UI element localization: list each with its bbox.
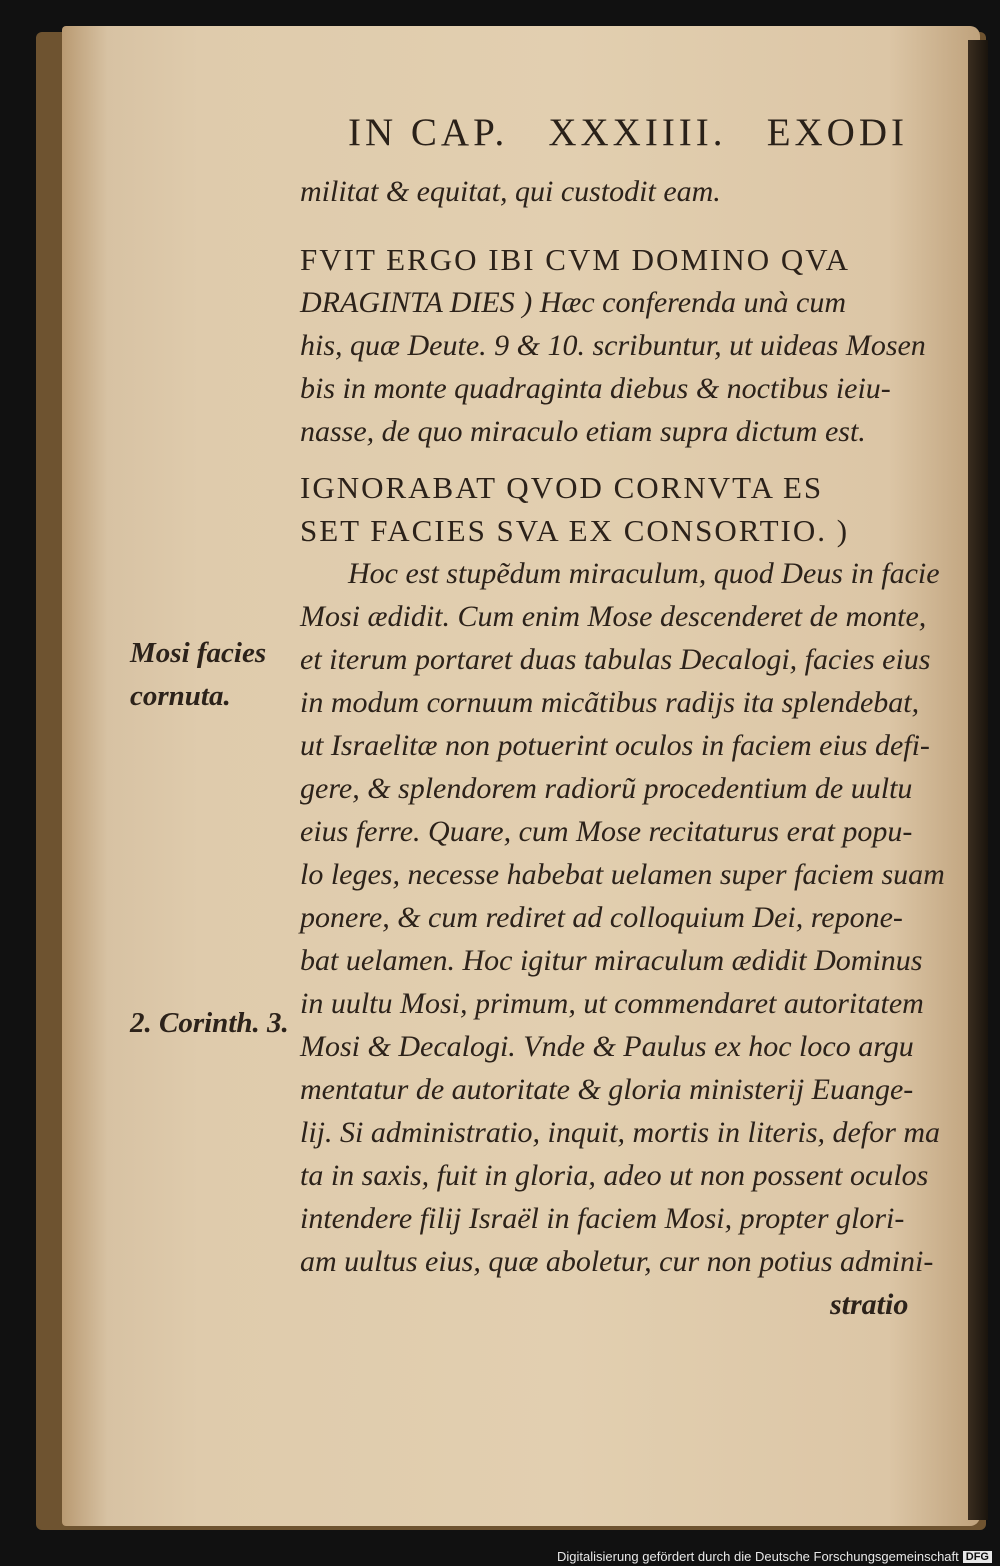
- text-line: lij. Si administratio, inquit, mortis in literis, defor ma: [300, 1116, 941, 1149]
- paragraph-2-heading: [300, 466, 935, 552]
- paragraph-2-body: [300, 552, 945, 1326]
- text-line: FVIT ERGO IBI CVM DOMINO QVA: [300, 242, 851, 277]
- text-line: et iterum portaret duas tabulas Decalogi, facies eius: [300, 643, 931, 676]
- running-header: [348, 110, 908, 155]
- text-line: Mosi ædidit. Cum enim Mose descenderet de monte,: [300, 600, 927, 633]
- header-right: EXODI: [766, 111, 908, 154]
- text-line: mentatur de autoritate & gloria ministerij Euange-: [300, 1073, 914, 1106]
- text-line: SET FACIES SVA EX CONSORTIO. ): [300, 513, 850, 548]
- margin-note-line: cornuta.: [130, 680, 231, 712]
- text-line: lo leges, necesse habebat uelamen super faciem suam: [300, 858, 945, 891]
- digitization-footer: [557, 1549, 992, 1564]
- text-line: nasse, de quo miraculo etiam supra dictum est.: [300, 415, 866, 448]
- text-line: gere, & splendorem radiorũ procedentium de uultu: [300, 772, 913, 805]
- text-line: in uultu Mosi, primum, ut commendaret autoritatem: [300, 987, 924, 1020]
- text-line: bis in monte quadraginta diebus & noctibus ieiu-: [300, 372, 891, 405]
- text-line: eius ferre. Quare, cum Mose recitaturus erat popu-: [300, 815, 913, 848]
- margin-note-1: [130, 632, 266, 718]
- header-middle: XXXIIII.: [548, 111, 727, 154]
- text-line: Hoc est stupẽdum miraculum, quod Deus in facie: [348, 557, 940, 590]
- margin-note-2: [130, 1002, 289, 1045]
- text-line: ponere, & cum rediret ad colloquium Dei, repone-: [300, 901, 903, 934]
- text-line: DRAGINTA DIES ) Hæc conferenda unà cum: [300, 286, 847, 319]
- footer-text: Digitalisierung gefördert durch die Deutsche Forschungsgemeinschaft: [556, 1549, 959, 1564]
- text-line: his, quæ Deute. 9 & 10. scribuntur, ut uideas Mosen: [300, 329, 926, 362]
- margin-note-line: 2. Corinth. 3.: [130, 1007, 289, 1039]
- text-line: Mosi & Decalogi. Vnde & Paulus ex hoc loco argu: [300, 1030, 914, 1063]
- text-line: ta in saxis, fuit in gloria, adeo ut non possent oculos: [300, 1159, 929, 1192]
- text-line: ut Israelitæ non potuerint oculos in faciem eius defi-: [300, 729, 930, 762]
- text-line: in modum cornuum micãtibus radijs ita splendebat,: [300, 686, 920, 719]
- paragraph-1: [300, 238, 935, 453]
- text-line: am uultus eius, quæ aboletur, cur non potius admini-: [300, 1245, 934, 1278]
- catchword: stratio: [830, 1288, 909, 1321]
- text-line: IGNORABAT QVOD CORNVTA ES: [300, 470, 824, 505]
- margin-note-line: Mosi facies: [130, 637, 267, 669]
- dfg-logo: DFG: [963, 1551, 992, 1563]
- text-line: intendere filij Israël in faciem Mosi, propter glori-: [300, 1202, 905, 1235]
- text-block-top: [300, 170, 935, 213]
- text-line: bat uelamen. Hoc igitur miraculum ædidit Dominus: [300, 944, 923, 977]
- page-edge-shadow: [968, 40, 988, 1520]
- text-line: militat & equitat, qui custodit eam.: [300, 175, 721, 208]
- header-left: IN CAP.: [348, 111, 509, 154]
